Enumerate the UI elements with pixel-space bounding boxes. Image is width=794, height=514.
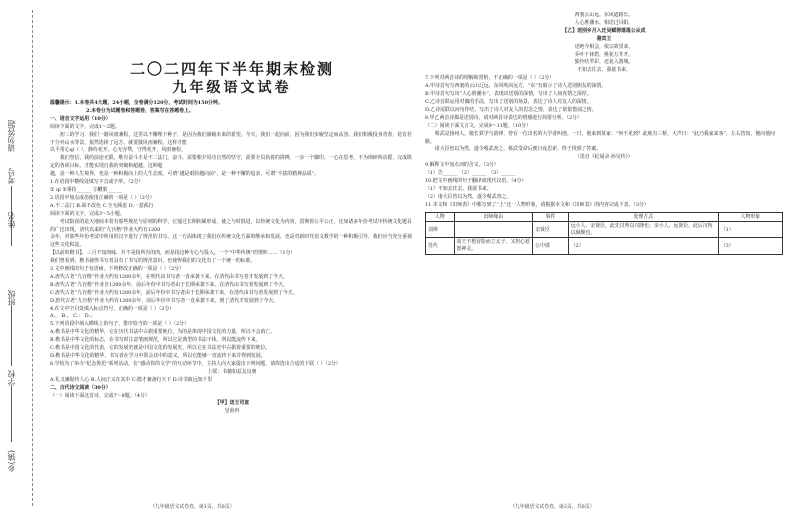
table-cell: 远小人、亲贤臣，此先汉所以兴隆也；亲小人、远贤臣，此后汉所以倾颓也。 (568, 222, 718, 238)
left-text-line: 6.学校为了举办“纪念鲁迅”系列活动，在“感动你的文学”的互动环节中，主持人向大家提出下列问题，请你选出合适的下联（ ）（2分） (50, 360, 341, 367)
table-row (426, 238, 783, 254)
notes-line-1: 温馨提示：1.本卷共4大题，24小题，全卷满分120分，考试时间为150分钟。 (50, 100, 223, 106)
right-text-line: 西塞云山远，东风道路长。 (574, 12, 634, 18)
left-text-line: 5.下列语段中填入横线上的句子，排序恰当的一项是（ ）（2分） (50, 321, 189, 328)
table-cell: 苏代 (426, 238, 455, 254)
left-text-line: A.唐代古老“九宫格”作业大约有1200余年，在明代由书写者一直承袭下来，在清代由书写者才发展到了今天。 (50, 273, 288, 280)
right-text-line: B.甲诗首句写出“人心胜潮水”，表现出送别的深情，写出了人间真情之深厚。 (425, 91, 592, 98)
right-text-line: 人心胜潮水，相送过浔阳。 (574, 19, 634, 26)
left-text-line: 4.在文中空白处填入标点符号，正确的一项是（ ）（2分） (50, 305, 175, 312)
left-text-line: 我们坚信，我的前途无限，唯有奋斗才是不二法门。奋斗，需要朝夕用功自然的坚守，需要全员执着的拼搏，一步一个脚印，一心在思考，不为琐碎所动摇，完成既定的各项目标，才能实现自我的突破和超越。这种超 (50, 155, 412, 170)
left-text-line: A.， B.。 C.： D.； (50, 313, 95, 320)
right-text-line: （1）不知去往去，我欲书来。 (425, 185, 492, 192)
table-cell: 公中部 (533, 238, 569, 254)
answer-cell[interactable]: （2） (568, 238, 718, 254)
table-cell: 亲贤臣 (533, 222, 569, 238)
right-text-line: 骆宾王 (596, 35, 612, 42)
right-text-line: 独怜结罗彩，还复入游城。 (574, 59, 634, 66)
exam-title: 二〇二四年下半年期末检测 (129, 60, 334, 78)
page-footer-left: （九年级语文试卷卷，第1页，共6页） (150, 504, 235, 510)
left-text-line: 【甲】送王司直 (214, 400, 250, 407)
right-text-line: （1）告______ （2）______ （3）______ (425, 170, 516, 177)
left-text-line: D.楷书是中华文化的精华，书写者在学习中领会其中的意义，所以它能够一直流传下来并得到发展。 (50, 353, 266, 359)
margin-label-township: 乡(镇) (7, 450, 16, 473)
right-text-line: A.甲诗首句写西塞的云山辽远，东风吹向远方，“东”有暗示了诗人送别朋友的深情。 (425, 83, 607, 90)
left-text-line: 皇甫冉 (224, 408, 240, 415)
exam-subject: 九年级语文试卷 (172, 80, 292, 96)
margin-label-name: 姓名 (7, 212, 16, 228)
right-text-line: 不知去往去，我欲书来。 (577, 67, 631, 74)
table-header: 出师缘由 (454, 212, 533, 222)
left-text-line: 【以前的楷书】、三月不知肉味，并不是指所有的肉，而是指这种专心与投入。一个“中华传统”的情怀……（1分） (50, 250, 296, 257)
table-header: 处理方式 (568, 212, 718, 222)
table-header: 人物 (426, 212, 455, 222)
margin-label-school: 学校 (7, 370, 16, 386)
left-text-line: ① qí ②秉持______ ③鞭策______ (50, 186, 122, 193)
school-field[interactable] (11, 386, 12, 442)
right-text-line: （选自《纪闻录·孙吴传》） (575, 154, 633, 161)
right-text-line: 7.下列对两首诗的理解和赏析，不正确的一项是（ ）（2分） (425, 75, 555, 82)
right-text-line: C.乙诗首联运用对偶的手法，写出了送别的场景，表达了诗人对友人的深情。 (425, 98, 592, 105)
class-field[interactable] (11, 306, 12, 366)
right-text-line: 送绝今相会，依宗故里来。 (574, 43, 634, 50)
left-text-line: A.礼义廉耻传人心 B.人间正义在其中 C.德才兼备行天下 D.诗书致远知千里 (50, 376, 213, 383)
left-text-line: B.楷书是中华文化的标志，在书写时注意笔画规范，所以它是典型的书法字体，所以能流传下来。 (50, 337, 261, 344)
left-question-text (50, 116, 414, 416)
right-text-line: （二）阅读下面文言文，完成9～11题。（10分） (425, 122, 532, 129)
right-column (425, 12, 783, 498)
table-cell (454, 222, 533, 238)
left-text-line: A.楷书是中华文化的精华，它在历代书法中占据重要地位，为的是体现中国文化的力量，所以不会消亡。 (50, 329, 276, 336)
right-text-line: 10.把文中画线的句子翻译成现代汉语。（4分） (425, 178, 527, 185)
margin-label-no-answer: 请勿答题 (7, 120, 16, 152)
right-text-line: 9.解释文中加点词的含义。（3分） (425, 162, 499, 169)
left-text-line: C.唐代古老“九宫格”作业大约有1200余年，前后年份中书写者由于长期承袭下来，在清代由书写者发展到了今天。 (50, 289, 298, 296)
left-text-line: 一、语言文字运用（10分） (50, 115, 111, 122)
table-header: 人物形象 (718, 212, 782, 222)
left-text-line: 1.在语段中横线处填写字音或字形。（2分） (50, 179, 144, 186)
left-text-line: D.唐代古老“九宫格”作业大约有1200余年，前后年份中书写者一直承袭下来，到了清代才发展到了今天。 (50, 297, 279, 304)
right-text-line: 8.甲乙两首诗都是送别诗，请对两首诗表达的情感进行简要分析。（2分） (425, 114, 582, 121)
left-text-line: 越，是一种人生境界，也是一种积极向上的人生态度，可谓“越是艰险越向前”，是一种不懈的追求，可谓“不拔的精神品质”。 (50, 171, 320, 178)
page-footer-right: （九年级语文试卷卷，第2页，共6页） (510, 504, 595, 510)
margin-label-class: 班级 (7, 290, 16, 306)
right-text-line: 蔡武是扬州人，擅长算学与韵律，曾有一位出名的大学者叫他。一日，他来到某家：“何不见到？此地有三桥，大声曰：“此乃我家来客”，左右皆知，便向他问路。 (425, 130, 775, 145)
left-text-line: 3.文中画线的句子有语病，下列修改正确的一项是（ ）（2分） (50, 266, 185, 273)
left-text-line: 初三的学习，我们一路风雨兼程。这里以不懈埋下种子，是因为我们满载未来的希望。今天，我们一起向前，因为我们步履坚定而从容。我们积极投身青春，花有若干分外山水等景，依然选择了远方，就要披风雨兼程。这样才能 (50, 131, 412, 146)
right-text-line: （2）诸大臣皆以为然，遂令蔡武查之。 (425, 193, 512, 200)
left-text-line: 二、古代诗文阅读（30分） (50, 384, 111, 391)
left-text-line: 我们曾看到，楷书使得书写者具有了书写的规范意识，也使得我们的文化有了一个统一的标准。 (50, 258, 256, 265)
binding-margin (0, 0, 44, 514)
right-text-line: D.乙诗尾联以问句作结，写出了诗人对友人的思念之情，表达了依依惜别之情。 (425, 106, 597, 113)
right-question-text (425, 12, 783, 210)
table-cell: 周王不想冒险而立太子，又担心惹怒神灵。 (454, 238, 533, 254)
table-row (426, 222, 783, 238)
table-header-row (426, 212, 783, 222)
table-header: 事件 (533, 212, 569, 222)
left-text-line: 考试院说的是天地间本着有那些规范与原则的科学，它通过长期积累形成，使之与时俱进，以传统文化为内容，贯彻着公平公正。比如诸多年份考试中传统文化题目的广泛出现，清代以来的“九宫格”作业大约有1200 (50, 218, 412, 233)
notes-line-2: 2.本卷分为试题卷和答题卷，答案写在答题卷上。 (86, 107, 194, 114)
left-text-line: 上联：书籍如益友良朋 (207, 368, 257, 375)
left-text-line: A.不二法门 B.面不改色 C.全无顾虑 D.一意孤行 (50, 202, 154, 209)
binding-dashed-line (32, 10, 33, 506)
margin-label-exam-number: 考号 (7, 168, 16, 184)
table-cell: 刘禅 (426, 222, 455, 238)
left-text-line: 阅读下面的文字，完成1～2题。 (50, 123, 120, 130)
left-column (50, 12, 414, 498)
right-text-line: 【乙】送别乡月入迁吴赋得落落公从成 (562, 27, 646, 34)
left-text-line: B.唐代古老“九宫格”作业自1200余年，前后年份中书写者由于长期承袭下来，在清代由书写者发展到了今天。 (50, 281, 288, 288)
left-text-line: （一）阅读下面这首诗，完成7～8题。（4分） (50, 392, 150, 399)
left-text-line: C.楷书是中国文化的代表，它的发展史就是中国文化的发展史，所以它在书法史中占据着重要的地位。 (50, 345, 271, 352)
answer-cell[interactable]: （1） (718, 222, 782, 238)
answer-cell[interactable]: （3） (718, 238, 782, 254)
right-text-line: 11.本文和《出师表》中都写到了“上”这一人物形象，请根据本文和《出师表》的内容完成下表。（3分） (425, 201, 649, 208)
left-text-line: 阅读下面的文字，完成3～5小题。 (50, 210, 125, 217)
right-text-line: 乔叶千林碧，挑花万井开。 (574, 51, 634, 58)
right-text-line: 诸大臣皆以为然，遂令蔡武查之，蔡武受命后便日夜思索，终于找到了答案。 (434, 146, 602, 153)
character-table (425, 212, 783, 255)
left-text-line: 余年，对那些年份考试中所用的汉字进行了规范的书写。这一方面体现了我们在传统文化方面的继承和发展，也是对新时代语文教学的一种积极引导，我们应当充分重视这些文化积淀。 (50, 234, 412, 249)
left-text-line: 以平常心qí（ ），静待花开，心无旁骛，守得花开，风雨兼程。 (50, 147, 186, 154)
left-text-line: 2.语段中加点成语使用正确的一项是（ ）（2分） (50, 194, 155, 201)
